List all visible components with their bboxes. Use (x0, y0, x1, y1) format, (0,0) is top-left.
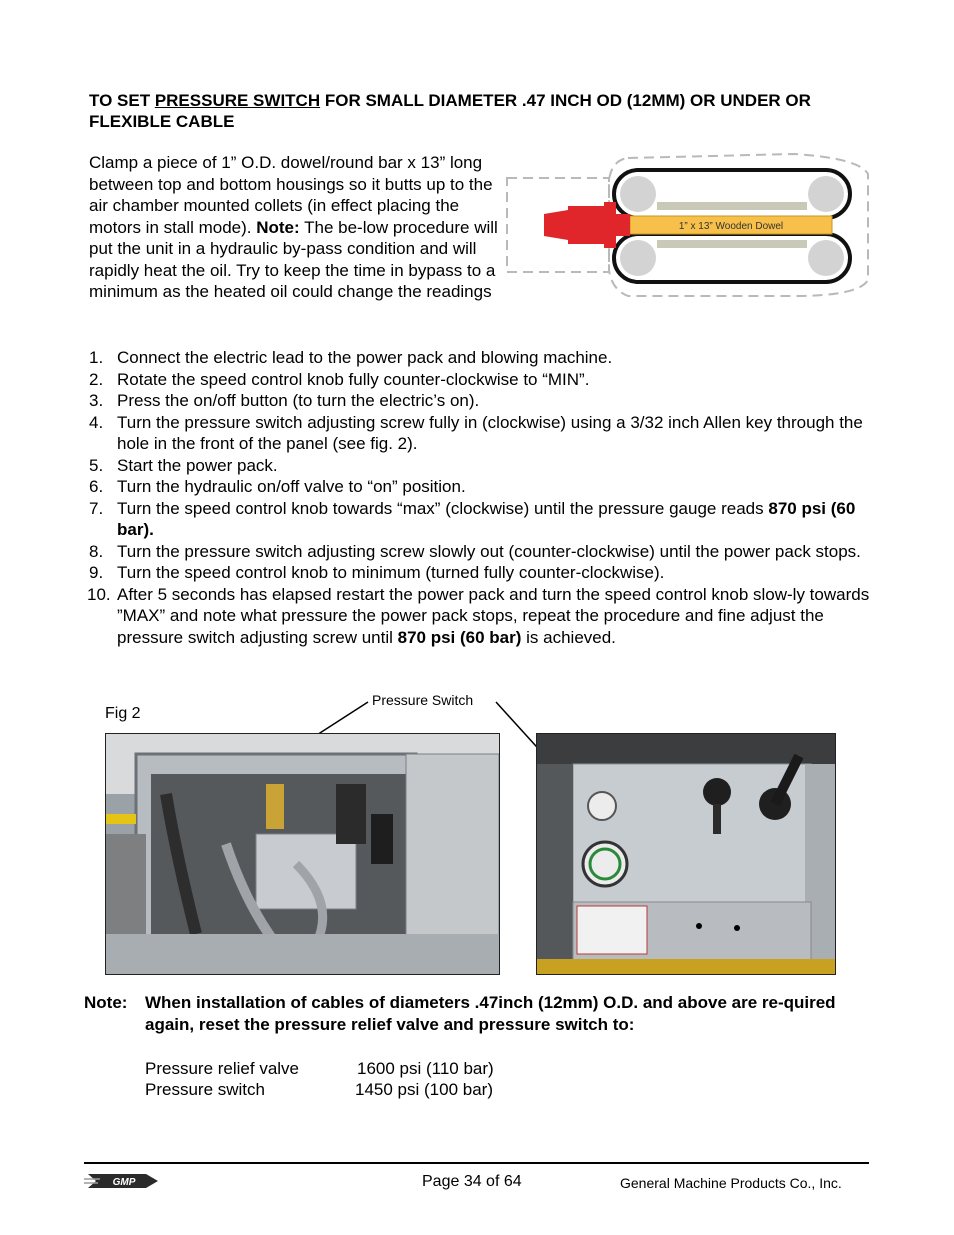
intro-note-label: Note: (256, 217, 300, 237)
section-heading: TO SET PRESSURE SWITCH FOR SMALL DIAMETER .47 INCH OD (12MM) OR UNDER OR FLEXIBLE CABLE (89, 91, 811, 131)
logo-text: GMP (112, 1177, 136, 1188)
page-number: Page 34 of 64 (422, 1173, 522, 1190)
step-item: 8. Turn the pressure switch adjusting screw slowly out (counter-clockwise) until the power pack stops. (89, 541, 861, 561)
photo-hydraulic-interior (105, 733, 500, 975)
top-pad (657, 202, 807, 210)
spec-name-switch: Pressure switch (145, 1080, 265, 1099)
step-item: 2. Rotate the speed control knob fully counter-clockwise to “MIN”. (89, 369, 590, 389)
intro-paragraph: Clamp a piece of 1” O.D. dowel/round bar x 13” long between top and bottom housings so it butts up to the air chamber mounted collets (in effect placing the motors in stall mode). Note: The be-low procedure will put the unit in a hydraulic by-pass condition and will rapidly heat the oil. Try to keep the time in bypass to a minimum as the heated oil could change the readings (89, 153, 498, 301)
collet-nose (616, 214, 630, 236)
figure-label: Fig 2 (105, 705, 141, 722)
bottom-right-wheel (808, 240, 844, 276)
spec-value-switch: 1450 psi (100 bar) (355, 1080, 493, 1099)
dowel-clamp-diagram (504, 150, 874, 300)
footer-rule (84, 1162, 869, 1164)
step-item: 1. Connect the electric lead to the power pack and blowing machine. (89, 348, 613, 367)
spec-name-relief: Pressure relief valve (145, 1059, 300, 1078)
gmp-logo (84, 1170, 160, 1192)
top-right-wheel (808, 176, 844, 212)
step-item: 5. Start the power pack. (89, 455, 278, 475)
step-item: 9. Turn the speed control knob to minimum (turned fully counter-clockwise). (89, 563, 665, 582)
heading-underlined: PRESSURE SWITCH (154, 91, 321, 110)
company-name: General Machine Products Co., Inc. (620, 1175, 842, 1191)
spec-value-relief: 1600 psi (110 bar) (357, 1059, 494, 1078)
bottom-left-wheel (620, 240, 656, 276)
photo-control-panel (536, 733, 836, 975)
top-left-wheel (620, 176, 656, 212)
collet-red (544, 202, 616, 248)
step-item: 3. Press the on/off button (to turn the electric’s on). (89, 391, 480, 410)
step-item: 7. Turn the speed control knob towards “max” (clockwise) until the pressure gauge reads 870 psi (60 bar). (89, 498, 856, 539)
step-item: 10. After 5 seconds has elapsed restart the power pack and turn the speed control knob slow-ly towards ”MAX” and note what pressure the power pack stops, repeat the procedure and fine adjust the pressure switch adjusting screw until 870 psi (60 bar) is achieved. (87, 584, 870, 647)
step-item: 6. Turn the hydraulic on/off valve to “on” position. (89, 477, 466, 496)
procedure-steps (89, 347, 879, 648)
step-item: 4. Turn the pressure switch adjusting screw fully in (clockwise) using a 3/32 inch Allen key through the hole in the front of the panel (see fig. 2). (89, 412, 863, 453)
note-block (84, 992, 864, 1036)
note-text: When installation of cables of diameters .47inch (12mm) O.D. and above are re-quired again, reset the pressure relief valve and pressure switch to: (145, 993, 836, 1034)
note-label: Note: (84, 993, 128, 1012)
bottom-pad (657, 240, 807, 248)
pressure-switch-callout: Pressure Switch (372, 692, 474, 708)
dowel-label: 1” x 13” Wooden Dowel (678, 221, 784, 232)
